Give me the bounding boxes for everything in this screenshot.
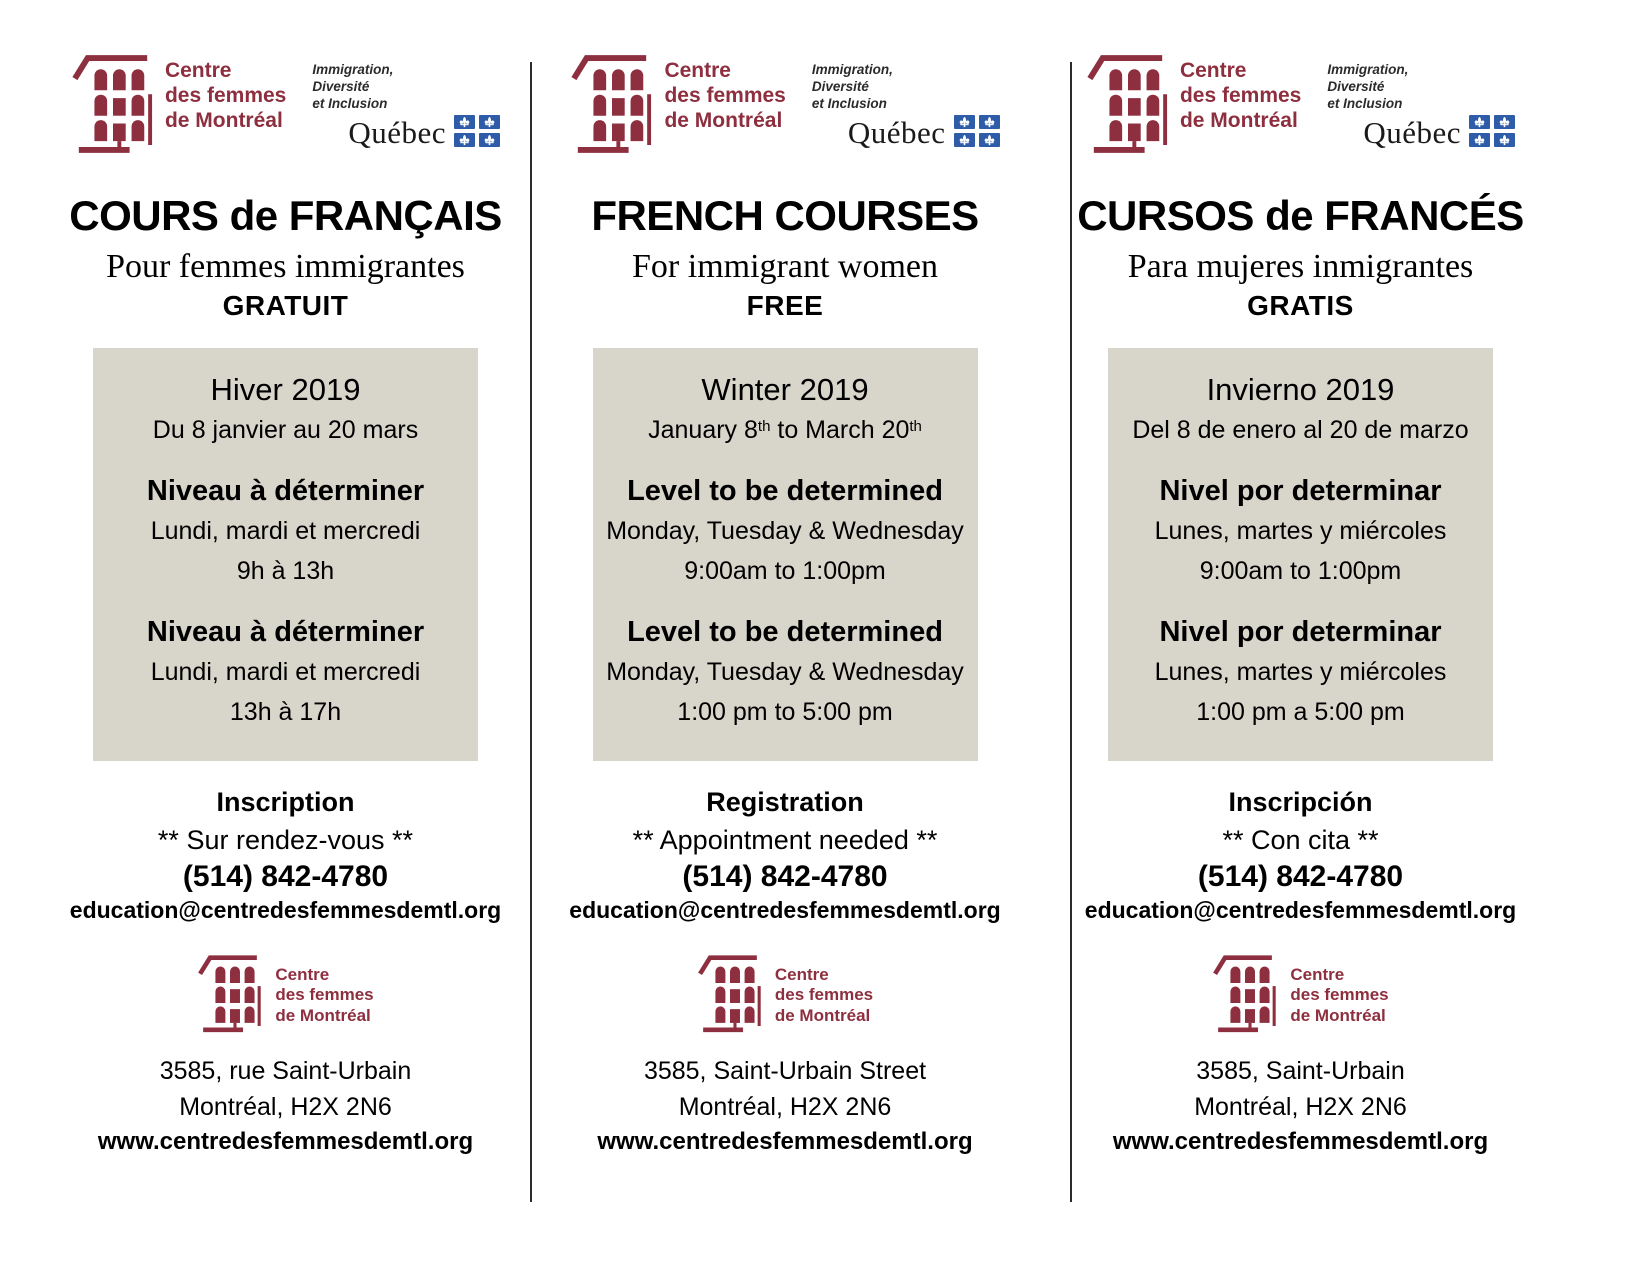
quebec-wordmark: Québec xyxy=(348,115,447,151)
quebec-wordmark: Québec xyxy=(1363,115,1462,151)
footer-logo xyxy=(1071,952,1530,1039)
quebec-flag-icon xyxy=(1469,115,1515,152)
ministry-name: Immigration, Diversité et Inclusion xyxy=(1327,62,1409,111)
course-subtitle: For immigrant women xyxy=(632,248,938,285)
footer-logo-text: Centre des femmes de Montréal xyxy=(275,964,374,1025)
address-line1: 3585, Saint-Urbain xyxy=(1196,1057,1405,1085)
column-spanish xyxy=(1071,0,1650,1275)
street-address xyxy=(1071,1053,1530,1126)
time: 9:00am to 1:00pm xyxy=(684,557,886,585)
centre-logo-text: Centre des femmes de Montréal xyxy=(664,59,786,133)
footer-logo xyxy=(40,952,531,1039)
building-icon xyxy=(570,50,654,161)
quebec-flag-icon xyxy=(954,115,1000,152)
schedule-box xyxy=(593,348,978,761)
address-line2: Montréal, H2X 2N6 xyxy=(678,1093,892,1122)
website-url: www.centredesfemmesdemtl.org xyxy=(97,1127,474,1155)
centre-logo-text xyxy=(165,50,286,134)
street-address xyxy=(40,1053,531,1126)
free-label: GRATIS xyxy=(1247,290,1354,321)
column-english xyxy=(531,0,1071,1275)
time: 9h à 13h xyxy=(236,557,335,585)
registration-section xyxy=(531,787,1039,924)
course-title: CURSOS de FRANCÉS xyxy=(1077,192,1524,239)
ministry-name: Immigration, Diversité et Inclusion xyxy=(811,62,893,111)
footer-logo xyxy=(531,952,1039,1039)
date-range: Del 8 de enero al 20 de marzo xyxy=(1132,416,1469,444)
session-1 xyxy=(99,475,472,586)
registration-section xyxy=(40,787,531,924)
centre-des-femmes-logo xyxy=(570,50,785,161)
time: 1:00 pm to 5:00 pm xyxy=(677,698,893,726)
quebec-government-logo xyxy=(812,50,1000,152)
header-logos xyxy=(531,0,1039,162)
time: 1:00 pm a 5:00 pm xyxy=(1196,698,1405,726)
address-line1: 3585, rue Saint-Urbain xyxy=(159,1057,412,1085)
quebec-wordmark: Québec xyxy=(847,115,946,151)
days: Monday, Tuesday & Wednesday xyxy=(606,658,964,686)
level: Level to be determined xyxy=(627,616,943,648)
footer-logo-text: Centre des femmes de Montréal xyxy=(774,964,874,1025)
level: Nivel por determinar xyxy=(1159,475,1442,507)
building-icon xyxy=(197,952,263,1039)
course-subtitle: Para mujeres inmigrantes xyxy=(1127,248,1474,285)
days: Monday, Tuesday & Wednesday xyxy=(606,517,964,545)
centre-logo-text: Centre des femmes de Montréal xyxy=(1179,59,1302,133)
quebec-flag-icon xyxy=(454,115,500,152)
registration-note: ** Sur rendez-vous ** xyxy=(157,825,414,855)
registration-section xyxy=(1071,787,1530,924)
building-icon xyxy=(697,952,763,1039)
session-2 xyxy=(99,616,472,727)
email-address: education@centredesfemmesdemtl.org xyxy=(69,897,502,923)
column-divider xyxy=(530,62,532,1202)
session-1 xyxy=(599,475,972,586)
column-divider xyxy=(1070,62,1072,1202)
phone-number: (514) 842-4780 xyxy=(682,860,888,893)
days: Lunes, martes y miércoles xyxy=(1154,517,1447,545)
date-range: January 8th to March 20th xyxy=(648,416,922,444)
season: Winter 2019 xyxy=(701,372,869,407)
brand-line: des femmes xyxy=(164,84,287,108)
email-address: education@centredesfemmesdemtl.org xyxy=(569,897,1001,923)
level: Level to be determined xyxy=(627,475,943,507)
phone-number: (514) 842-4780 xyxy=(1197,860,1404,893)
schedule-box xyxy=(1108,348,1493,761)
building-icon xyxy=(71,50,155,161)
course-title: COURS de FRANÇAIS xyxy=(69,192,502,239)
centre-des-femmes-logo xyxy=(1086,50,1301,161)
level: Niveau à déterminer xyxy=(146,475,425,507)
days: Lundi, mardi et mercredi xyxy=(150,658,421,686)
free-label: FREE xyxy=(746,290,824,321)
session-1 xyxy=(1114,475,1487,586)
session-2 xyxy=(599,616,972,727)
centre-des-femmes-logo xyxy=(71,50,286,161)
season: Invierno 2019 xyxy=(1206,372,1395,407)
registration-note: ** Con cita ** xyxy=(1222,825,1379,855)
date-range: Du 8 janvier au 20 mars xyxy=(152,416,419,444)
header-logos xyxy=(1071,0,1530,162)
session-2 xyxy=(1114,616,1487,727)
brand-line: Centre xyxy=(164,59,232,82)
season: Hiver 2019 xyxy=(210,372,361,407)
registration-heading: Registration xyxy=(706,787,864,817)
time: 13h à 17h xyxy=(229,698,342,726)
schedule-box xyxy=(93,348,478,761)
days: Lunes, martes y miércoles xyxy=(1154,658,1447,686)
ministry-name: Immigration, Diversité et Inclusion xyxy=(312,62,394,111)
free-label: GRATUIT xyxy=(222,290,349,321)
email-address: education@centredesfemmesdemtl.org xyxy=(1084,897,1517,923)
registration-heading: Inscripción xyxy=(1228,787,1373,817)
address-line2: Montréal, H2X 2N6 xyxy=(1194,1093,1407,1122)
column-french xyxy=(0,0,531,1275)
footer-logo-text: Centre des femmes de Montréal xyxy=(1290,964,1389,1025)
website-url: www.centredesfemmesdemtl.org xyxy=(1112,1127,1489,1155)
phone-number: (514) 842-4780 xyxy=(182,860,389,893)
brand-line: de Montréal xyxy=(164,109,283,133)
address-line2: Montréal, H2X 2N6 xyxy=(179,1093,392,1122)
course-title: FRENCH COURSES xyxy=(591,192,979,239)
street-address xyxy=(531,1053,1039,1126)
quebec-government-logo xyxy=(312,50,500,152)
building-icon xyxy=(1212,952,1278,1039)
level: Niveau à déterminer xyxy=(146,616,425,648)
header-logos xyxy=(40,0,531,162)
building-icon xyxy=(1086,50,1170,161)
level: Nivel por determinar xyxy=(1159,616,1442,648)
time: 9:00am to 1:00pm xyxy=(1199,557,1402,585)
registration-note: ** Appointment needed ** xyxy=(632,825,938,855)
website-url: www.centredesfemmesdemtl.org xyxy=(597,1127,973,1155)
days: Lundi, mardi et mercredi xyxy=(150,517,421,545)
course-subtitle: Pour femmes immigrantes xyxy=(106,248,465,285)
address-line1: 3585, Saint-Urbain Street xyxy=(643,1057,927,1085)
quebec-government-logo xyxy=(1327,50,1515,152)
registration-heading: Inscription xyxy=(216,787,355,817)
